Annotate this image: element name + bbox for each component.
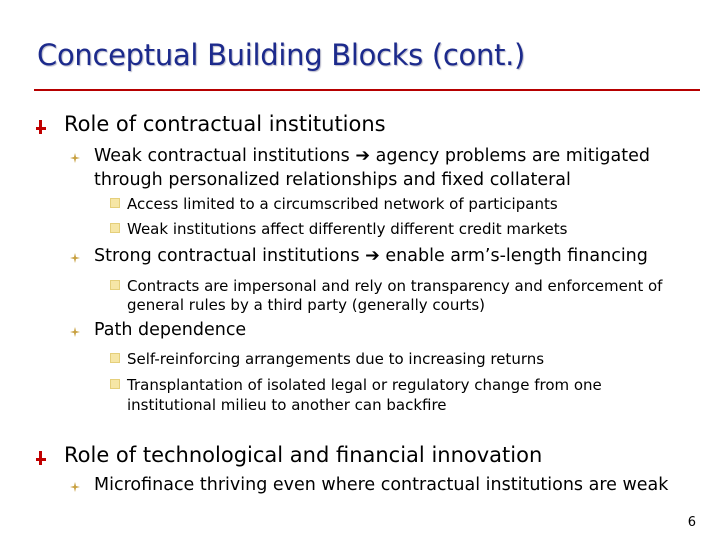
arrow-right-icon: ➔ <box>355 146 371 166</box>
bullet-cross-icon <box>36 451 46 465</box>
bullet-star-icon <box>70 482 80 492</box>
arrow-right-icon: ➔ <box>365 246 380 266</box>
bullet-star-icon <box>70 327 80 337</box>
level2-item-continuation: through personalized relationships and fixed collateral <box>94 170 571 190</box>
level3-item: Access limited to a circumscribed network of participants <box>127 195 558 213</box>
level2-item: Weak contractual institutions ➔ agency problems are mitigated <box>94 146 650 166</box>
bullet-cross-icon <box>36 120 46 134</box>
bullet-square-icon <box>110 353 120 363</box>
level1-heading: Role of contractual institutions <box>64 112 386 136</box>
level2-item: Microfinace thriving even where contractual institutions are weak <box>94 475 669 495</box>
level2-item: Path dependence <box>94 320 247 340</box>
slide-title: Conceptual Building Blocks (cont.) <box>37 38 526 72</box>
level3-item: Self-reinforcing arrangements due to increasing returns <box>127 350 545 368</box>
level1-heading: Role of technological and financial innovation <box>64 443 543 467</box>
bullet-square-icon <box>110 280 120 290</box>
level3-item: Weak institutions affect differently different credit markets <box>127 220 568 238</box>
level3-item-continuation: general rules by a third party (generally courts) <box>127 296 486 314</box>
bullet-square-icon <box>110 223 120 233</box>
level3-item-continuation: institutional milieu to another can backfire <box>127 396 447 414</box>
page-number: 6 <box>687 515 696 530</box>
bullet-star-icon <box>70 253 80 263</box>
bullet-square-icon <box>110 379 120 389</box>
level2-item: Strong contractual institutions ➔ enable arm’s-length financing <box>94 246 648 266</box>
level3-item: Contracts are impersonal and rely on transparency and enforcement of <box>127 277 663 295</box>
level3-item: Transplantation of isolated legal or regulatory change from one <box>127 376 602 394</box>
title-underline <box>34 89 700 91</box>
bullet-square-icon <box>110 198 120 208</box>
bullet-star-icon <box>70 153 80 163</box>
